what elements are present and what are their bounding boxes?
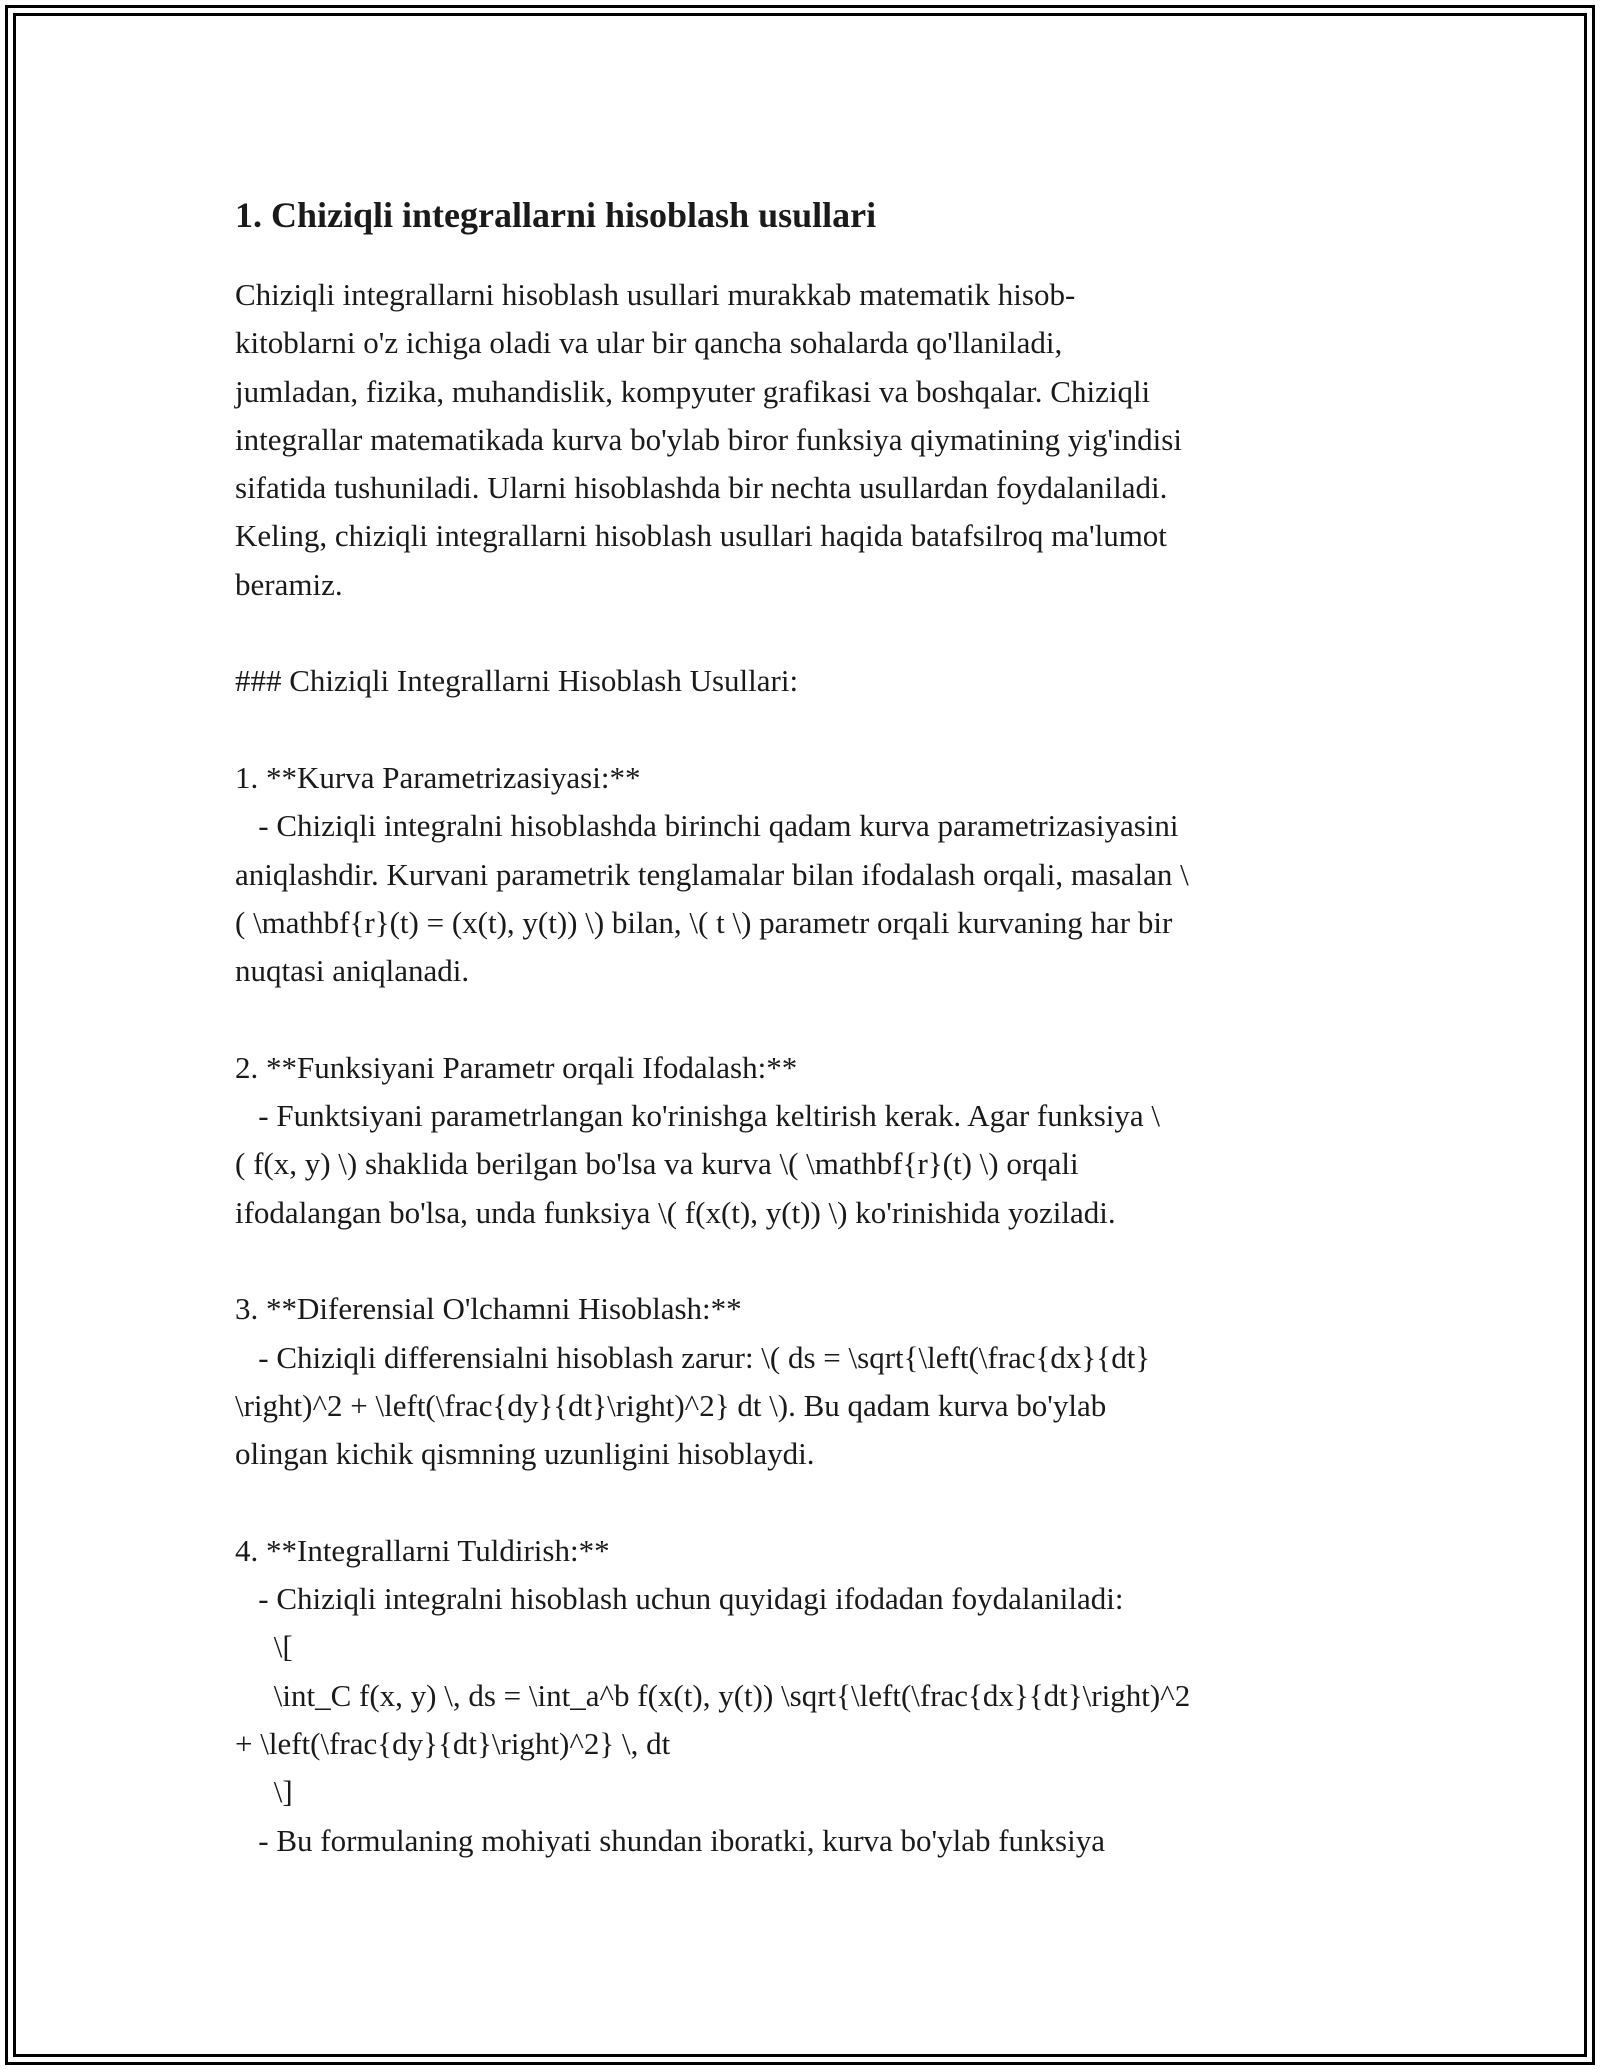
document-title: 1. Chiziqli integrallarni hisoblash usullari	[235, 195, 877, 235]
body-line: - Chiziqli differensialni hisoblash zarur: \( ds = \sqrt{\left(\frac{dx}{dt}	[235, 1339, 1151, 1375]
body-line: Keling, chiziqli integrallarni hisoblash usullari haqida batafsilroq ma'lumot	[235, 518, 1167, 554]
body-line: beramiz.	[235, 566, 343, 602]
body-line: ### Chiziqli Integrallarni Hisoblash Usullari:	[235, 663, 799, 699]
body-line: - Chiziqli integralni hisoblash uchun quyidagi ifodadan foydalaniladi:	[235, 1581, 1124, 1617]
body-line: ( f(x, y) \) shaklida berilgan bo'lsa va kurva \( \mathbf{r}(t) \) orqali	[235, 1146, 1079, 1182]
blank-line	[235, 995, 1385, 1043]
body-line: ( \mathbf{r}(t) = (x(t), y(t)) \) bilan, \( t \) parametr orqali kurvaning har bir	[235, 904, 1173, 940]
body-line: integrallar matematikada kurva bo'ylab biror funksiya qiymatining yig'indisi	[235, 421, 1182, 457]
document-content	[235, 185, 1385, 1865]
document-body	[235, 271, 1385, 1865]
body-line: jumladan, fizika, muhandislik, kompyuter grafikasi va boshqalar. Chiziqli	[235, 373, 1151, 409]
body-line: sifatida tushuniladi. Ularni hisoblashda bir nechta usullardan foydalaniladi.	[235, 470, 1168, 506]
body-line: - Bu formulaning mohiyati shundan iboratki, kurva bo'ylab funksiya	[235, 1822, 1105, 1858]
body-line: - Chiziqli integralni hisoblashda birinchi qadam kurva parametrizasiyasini	[235, 808, 1179, 844]
body-line: ifodalangan bo'lsa, unda funksiya \( f(x(t), y(t)) \) ko'rinishida yoziladi.	[235, 1194, 1116, 1230]
body-line: - Funktsiyani parametrlangan ko'rinishga keltirish kerak. Agar funksiya \	[235, 1098, 1161, 1134]
body-line: olingan kichik qismning uzunligini hisoblaydi.	[235, 1436, 815, 1472]
body-line: aniqlashdir. Kurvani parametrik tenglamalar bilan ifodalash orqali, masalan \	[235, 856, 1189, 892]
body-line: Chiziqli integrallarni hisoblash usullari murakkab matematik hisob-	[235, 277, 1076, 312]
body-line: nuqtasi aniqlanadi.	[235, 953, 470, 989]
body-line: + \left(\frac{dy}{dt}\right)^2} \, dt	[235, 1725, 671, 1761]
body-line: 4. **Integrallarni Tuldirish:**	[235, 1532, 610, 1568]
blank-line	[235, 609, 1385, 657]
body-line: 1. **Kurva Parametrizasiyasi:**	[235, 759, 641, 795]
blank-line	[235, 706, 1385, 754]
body-line: \right)^2 + \left(\frac{dy}{dt}\right)^2} dt \). Bu qadam kurva bo'ylab	[235, 1387, 1107, 1423]
body-line: \]	[235, 1774, 293, 1810]
blank-line	[235, 1478, 1385, 1526]
body-line: kitoblarni o'z ichiga oladi va ular bir qancha sohalarda qo'llaniladi,	[235, 325, 1063, 361]
body-line: 2. **Funksiyani Parametr orqali Ifodalash:**	[235, 1049, 798, 1085]
body-line: \[	[235, 1629, 293, 1665]
blank-line	[235, 1237, 1385, 1285]
body-line: \int_C f(x, y) \, ds = \int_a^b f(x(t), y(t)) \sqrt{\left(\frac{dx}{dt}\right)^2	[235, 1677, 1191, 1713]
body-line: 3. **Diferensial O'lchamni Hisoblash:**	[235, 1291, 742, 1327]
